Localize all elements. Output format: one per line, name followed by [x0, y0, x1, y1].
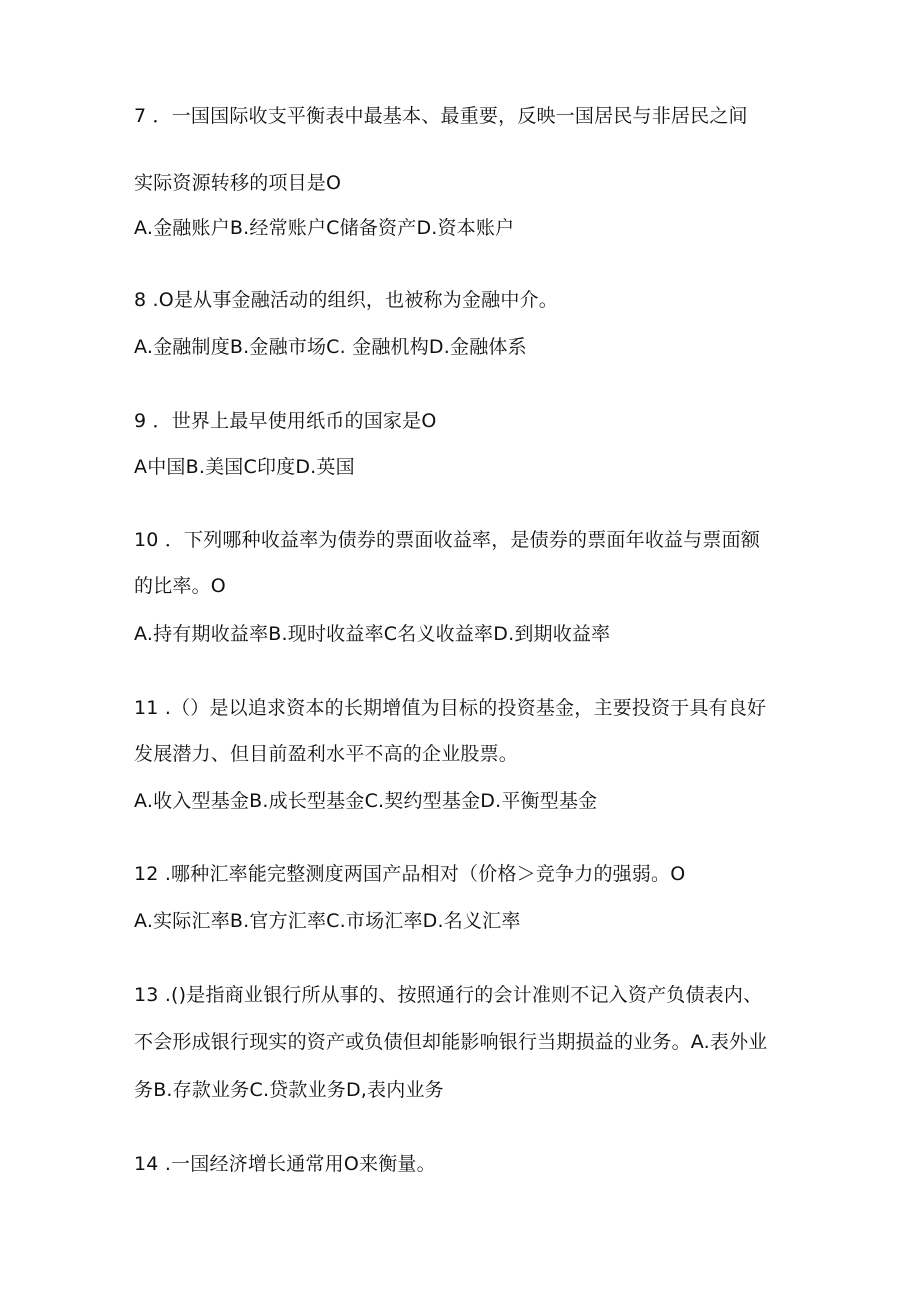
question-10-options: A.持有期收益率B.现时收益率C名义收益率D.到期收益率	[134, 623, 611, 645]
question-8-options: A.金融制度B.金融市场C. 金融机构D.金融体系	[134, 336, 527, 358]
question-7-stem-line-2: 实际资源转移的项目是O	[134, 172, 342, 194]
question-11-stem-line-2: 发展潜力、但目前盈利水平不高的企业股票。	[134, 743, 519, 765]
question-10-stem-line-2: 的比率。O	[134, 575, 226, 597]
question-12-stem: 12 .哪种汇率能完整测度两国产品相对（价格＞竞争力的强弱。O	[134, 863, 686, 885]
question-11-stem-line-1: 11 .（）是以追求资本的长期增值为目标的投资基金，主要投资于具有良好	[134, 697, 767, 719]
question-7-options: A.金融账户B.经常账户C储备资产D.资本账户	[134, 217, 515, 239]
question-12-options: A.实际汇率B.官方汇率C.市场汇率D.名义汇率	[134, 910, 521, 932]
question-7-stem-line-1: 7 ．一国国际收支平衡表中最基本、最重要，反映一国居民与非居民之间	[134, 105, 748, 127]
question-11-options: A.收入型基金B.成长型基金C.契约型基金D.平衡型基金	[134, 790, 598, 812]
question-8-stem: 8 .O是从事金融活动的组织，也被称为金融中介。	[134, 289, 558, 311]
question-13-stem-line-3: 务B.存款业务C.贷款业务D,表内业务	[134, 1079, 444, 1101]
question-13-stem-line-1: 13 .()是指商业银行所从事的、按照通行的会计准则不记入资产负债表内、	[134, 984, 763, 1006]
question-10-stem-line-1: 10 ．下列哪种收益率为债券的票面收益率，是债券的票面年收益与票面额	[134, 529, 761, 551]
question-9-options: A中国B.美国C印度D.英国	[134, 456, 355, 478]
question-13-stem-line-2: 不会形成银行现实的资产或负债但却能影响银行当期损益的业务。A.表外业	[134, 1031, 768, 1053]
question-9-stem: 9 ．世界上最早使用纸币的国家是O	[134, 410, 437, 432]
question-14-stem: 14 .一国经济增长通常用O来衡量。	[134, 1153, 436, 1175]
